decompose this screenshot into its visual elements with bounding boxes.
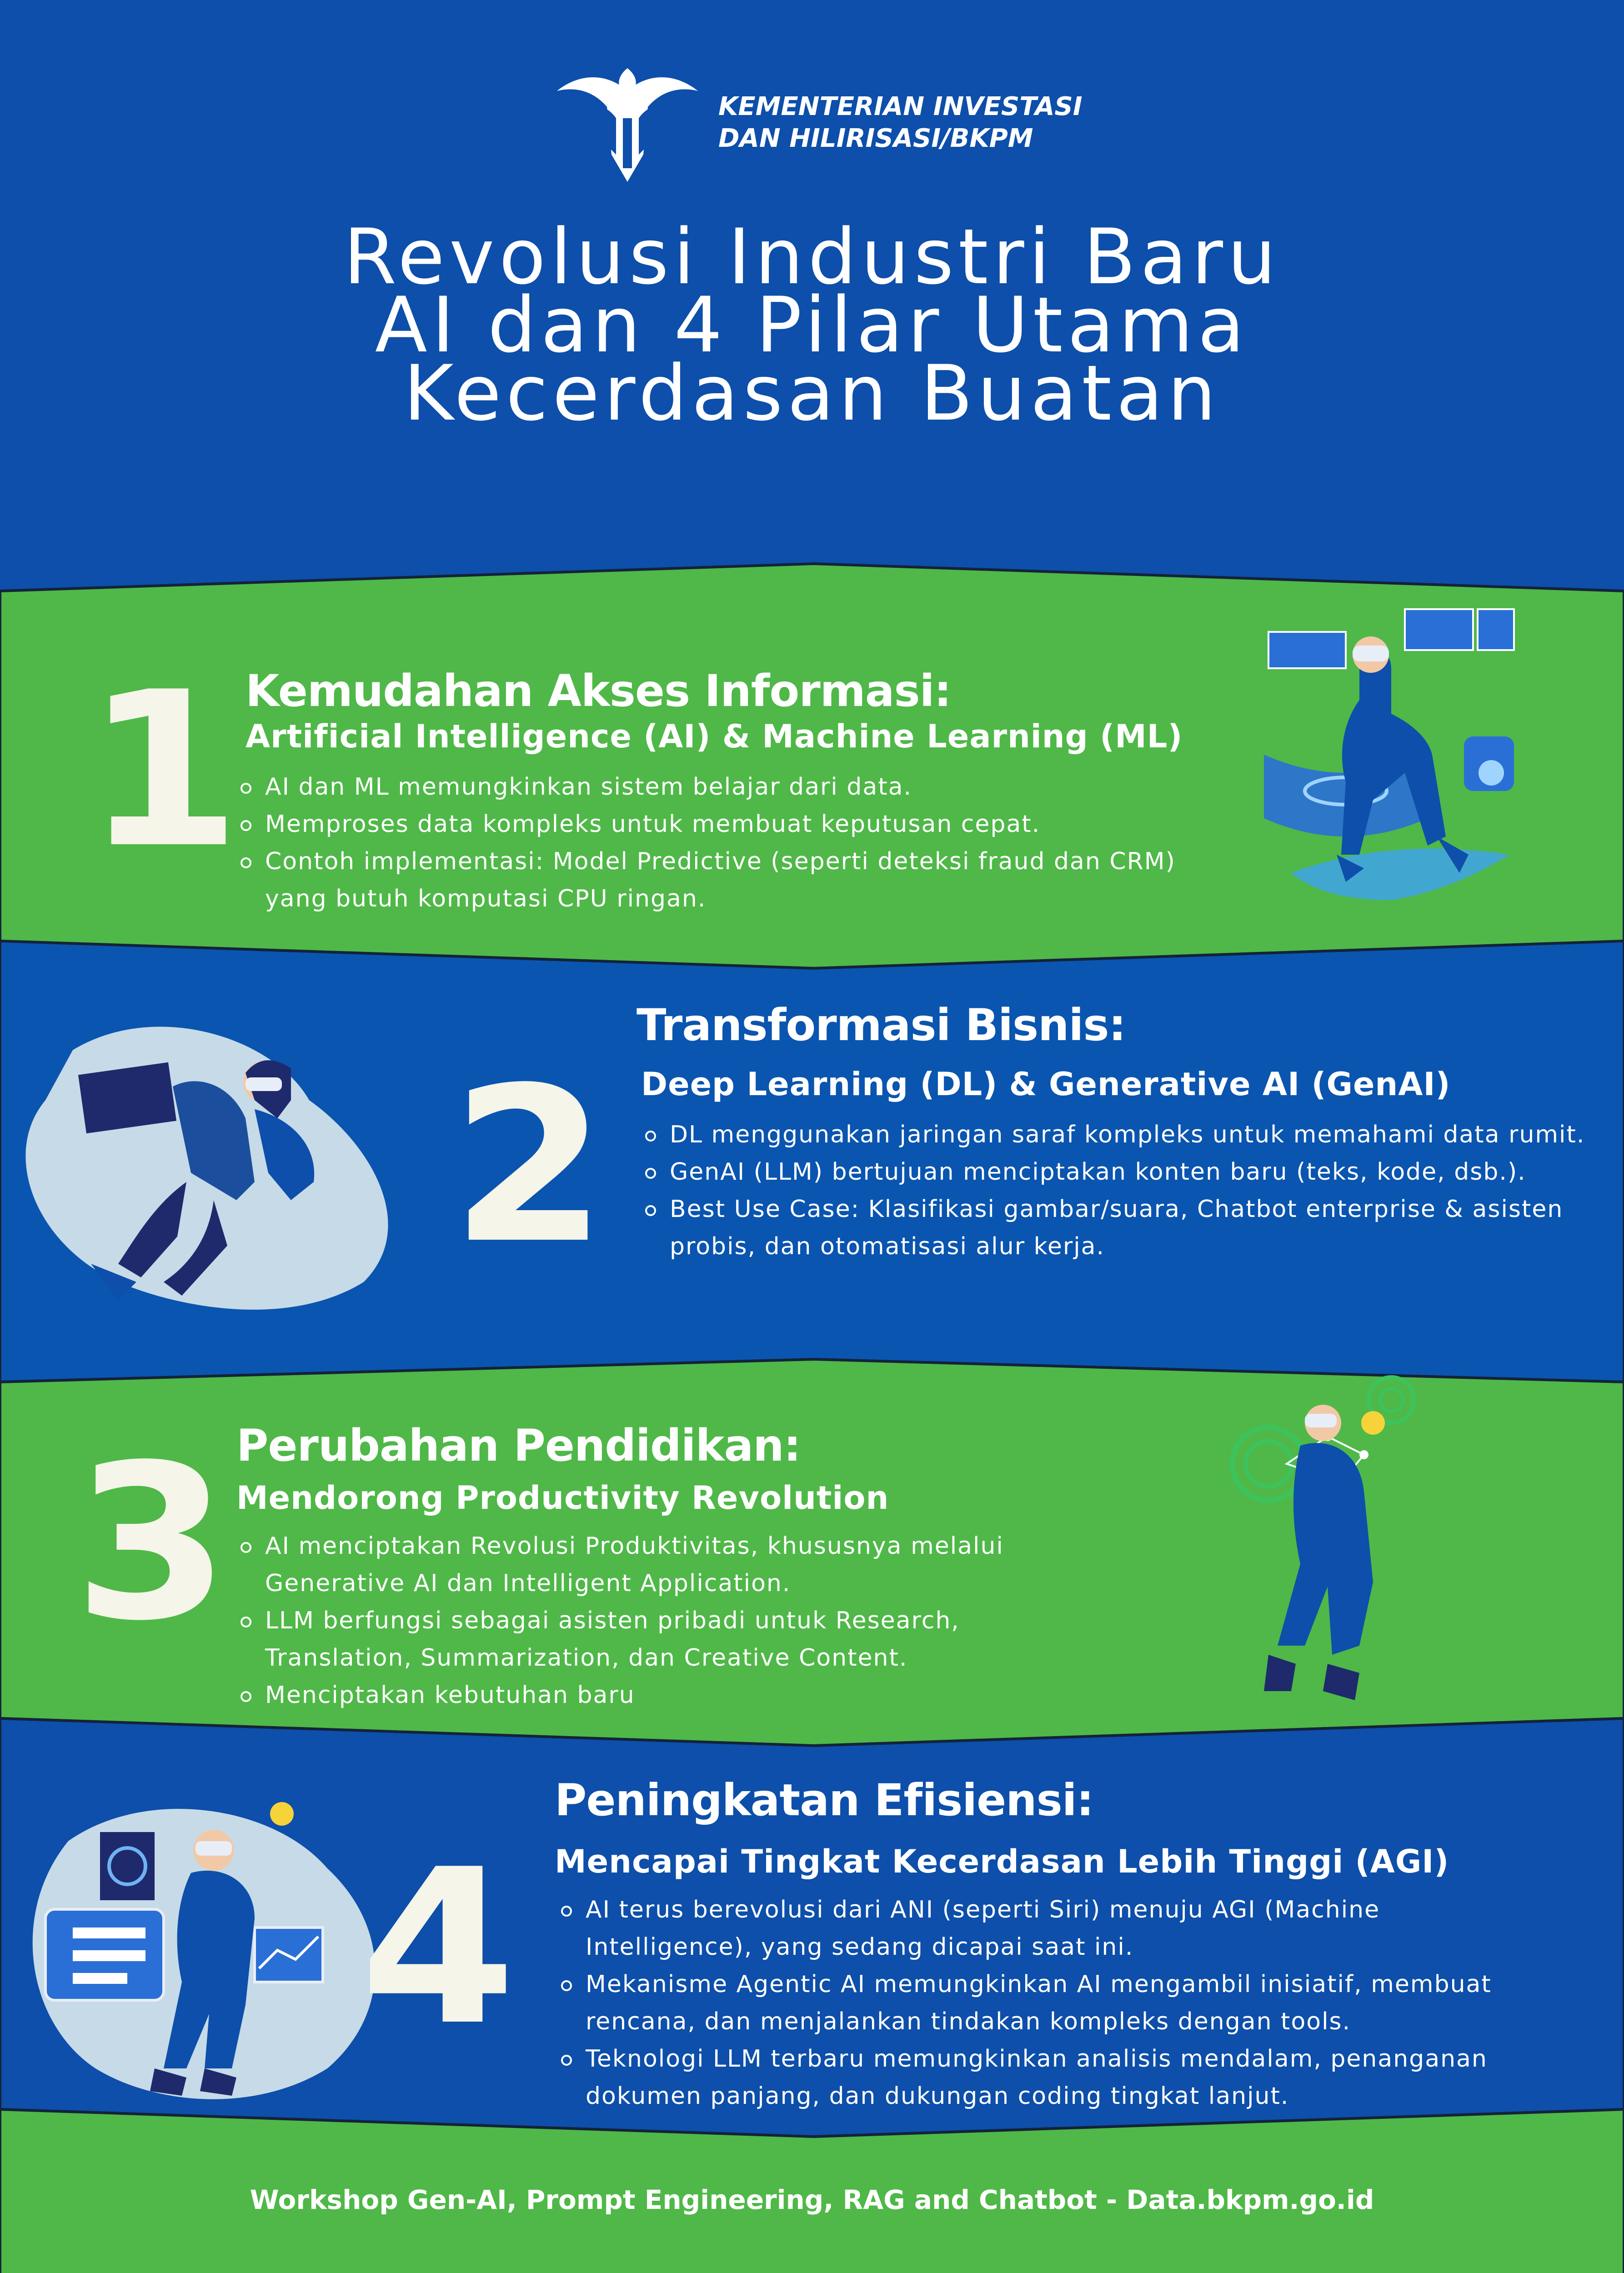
section-1-bullets — [239, 768, 1239, 917]
section-1-title: Kemudahan Akses Informasi: — [246, 666, 951, 716]
org-name-line1: KEMENTERIAN INVESTASI — [718, 92, 1083, 121]
section-1-subtitle: Artificial Intelligence (AI) & Machine Learning (ML) — [246, 718, 1183, 755]
section-2-bullets — [643, 1116, 1607, 1265]
section-number-2: 2 — [451, 1041, 607, 1290]
section-2-title: Transformasi Bisnis: — [637, 1000, 1126, 1051]
footer-text: Workshop Gen-AI, Prompt Engineering, RAG and Chatbot - Data.bkpm.go.id — [250, 2184, 1374, 2215]
section-number-1: 1 — [85, 646, 241, 895]
section-3-bullet: AI menciptakan Revolusi Produktivitas, khususnya melalui Generative AI dan Intelligent Application. — [239, 1527, 1129, 1602]
vr-user-laptop-illustration-icon — [18, 1009, 418, 1327]
section-1-bullet: Memproses data kompleks untuk membuat keputusan cepat. — [239, 806, 1239, 843]
org-name — [718, 91, 1083, 155]
vr-user-screens-illustration-icon — [1255, 600, 1537, 936]
vr-user-dashboard-illustration-icon — [18, 1777, 391, 2114]
org-name-line2: DAN HILIRISASI/BKPM — [718, 124, 1033, 153]
page-title-line2: AI dan 4 Pilar Utama — [375, 280, 1249, 370]
section-3-bullets — [239, 1527, 1193, 1714]
section-2-bullet: Best Use Case: Klasifikasi gambar/suara, Chatbot enterprise & asisten probis, dan otomatisasi alur kerja. — [643, 1191, 1607, 1265]
section-4-bullets — [559, 1891, 1609, 2115]
bkpm-logo-icon — [552, 64, 702, 184]
section-1-bullet: Contoh implementasi: Model Predictive (seperti deteksi fraud dan CRM) yang butuh komputasi CPU ringan. — [239, 843, 1229, 917]
section-number-3: 3 — [73, 1419, 230, 1667]
section-4-subtitle: Mencapai Tingkat Kecerdasan Lebih Tinggi (AGI) — [555, 1843, 1449, 1880]
section-3-bullet: Menciptakan kebutuhan baru — [239, 1677, 1193, 1714]
section-4-bullet: Teknologi LLM terbaru memungkinkan analisis mendalam, penanganan dokumen panjang, dan dukungan coding tingkat lanjut. — [559, 2040, 1609, 2115]
page-title-line1: Revolusi Industri Baru — [343, 212, 1281, 301]
section-2-bullet: DL menggunakan jaringan saraf kompleks untuk memahami data rumit. — [643, 1116, 1607, 1153]
section-4-title: Peningkatan Efisiensi: — [555, 1775, 1094, 1826]
section-4-bullet: AI terus berevolusi dari ANI (seperti Siri) menuju AGI (Machine Intelligence), yang sedang dicapai saat ini. — [559, 1891, 1531, 1966]
page-title — [136, 212, 1488, 438]
section-3-bullet: LLM berfungsi sebagai asisten pribadi untuk Research, Translation, Summarization, dan Creative Content. — [239, 1602, 1083, 1677]
section-2-bullet: GenAI (LLM) bertujuan menciptakan konten baru (teks, kode, dsb.). — [643, 1153, 1534, 1191]
section-1-bullet: AI dan ML memungkinkan sistem belajar dari data. — [239, 768, 1239, 806]
section-number-4: 4 — [360, 1823, 516, 2072]
page-title-line3: Kecerdasan Buatan — [403, 349, 1221, 438]
section-4-bullet: Mekanisme Agentic AI memungkinkan AI mengambil inisiatif, membuat rencana, dan menjalankan tindakan kompleks dengan tools. — [559, 1966, 1609, 2040]
section-3-title: Perubahan Pendidikan: — [236, 1420, 801, 1471]
vr-user-network-illustration-icon — [1223, 1373, 1441, 1727]
section-3-subtitle: Mendorong Productivity Revolution — [236, 1479, 889, 1517]
section-2-subtitle: Deep Learning (DL) & Generative AI (GenAI) — [641, 1066, 1451, 1103]
